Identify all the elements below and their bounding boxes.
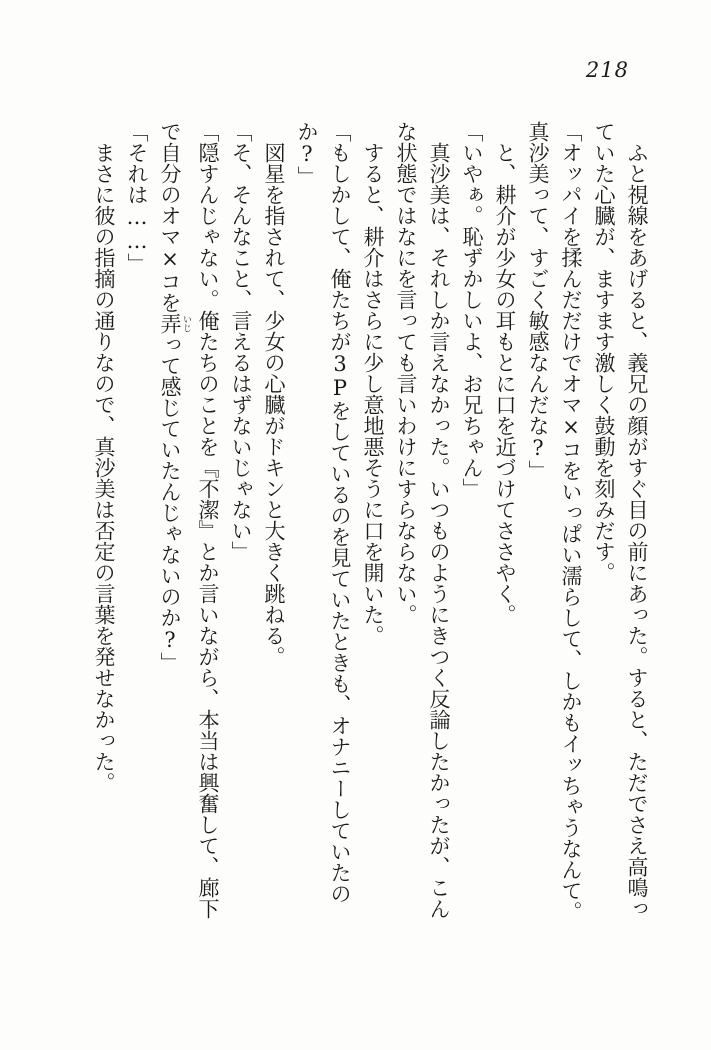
page-number: 218: [585, 58, 629, 82]
text-line: と、耕介が少女の耳もとに口を近づけてささやく。: [493, 121, 517, 625]
vertical-text-block: [87, 121, 653, 923]
furigana-ruby: 弄 いじ: [158, 313, 191, 334]
text-line: 「もしかして、俺たちが3Pをしているのを見ていたときも、オナニーしていたの: [328, 121, 352, 904]
text-line: 「オッパイを揉んだだけでオマ×コをいっぱい濡らして、しかもイッちゃうなんて。: [559, 121, 583, 922]
text-line: 真沙美は、それしか言えなかった。いつものようにきつく反論したかったが、こん: [427, 121, 451, 919]
text-line: な状態ではなにを言っても言いわけにすらならない。: [394, 121, 418, 625]
text-line: 「それは……」: [125, 121, 149, 274]
text-line: まさに彼の指摘の通りなので、真沙美は否定の言葉を発せなかった。: [92, 121, 116, 793]
text-line: か?」: [295, 121, 319, 187]
text-line: ていた心臓が、ますます激しく鼓動を刻みだす。: [592, 121, 616, 583]
text-line: すると、耕介はさらに少し意地悪そうに口を開いた。: [361, 121, 385, 646]
text-line: ふと視線をあげると、義兄の顔がすぐ目の前にあった。すると、ただでさえ高鳴っ: [625, 121, 649, 919]
text-line: 「隠すんじゃない。俺たちのことを『不潔』とか言いながら、本当は興奮して、廊下: [196, 121, 220, 919]
text-line: 真沙美って、すごく敏感なんだな?」: [526, 121, 550, 481]
text-line: 「そ、そんなこと、言えるはずないじゃない」: [229, 121, 253, 562]
text-line: 図星を指されて、少女の心臓がドキンと大きく跳ねる。: [262, 121, 286, 667]
text-line: で自分のオマ×コを弄 いじって感じていたんじゃないのか?」: [158, 121, 191, 673]
text-line: 「いやぁ。恥ずかしいよ、お兄ちゃん」: [460, 121, 484, 499]
